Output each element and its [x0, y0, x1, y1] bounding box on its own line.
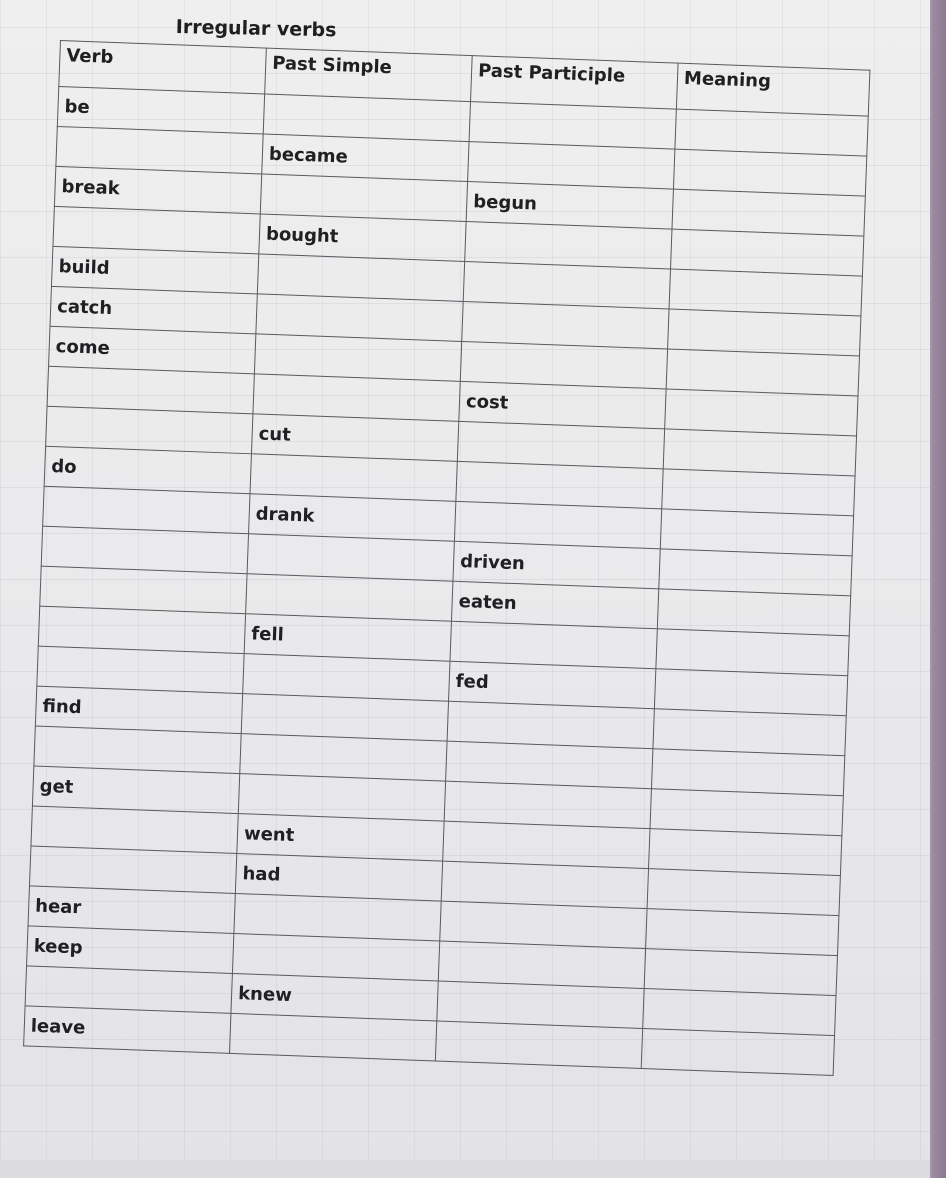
- past-simple-cell: [229, 1013, 436, 1061]
- meaning-cell: [651, 749, 844, 796]
- meaning-cell: [644, 949, 837, 996]
- meaning-cell: [641, 1029, 834, 1076]
- meaning-cell: [656, 629, 849, 676]
- verb-cell: hear: [28, 886, 235, 934]
- verb-cell: be: [57, 86, 264, 134]
- header-meaning: Meaning: [676, 63, 870, 116]
- meaning-cell: [650, 789, 843, 836]
- past-participle-cell: begun: [466, 182, 673, 230]
- past-simple-cell: became: [262, 134, 469, 182]
- meaning-cell: [672, 189, 865, 236]
- verb-cell: catch: [50, 286, 257, 334]
- verb-cell: find: [35, 686, 242, 734]
- meaning-cell: [659, 549, 852, 596]
- meaning-cell: [673, 149, 866, 196]
- meaning-cell: [671, 229, 864, 276]
- verb-cell: get: [32, 766, 239, 814]
- verb-cell: break: [54, 166, 261, 214]
- verb-table-container: [23, 40, 870, 1076]
- table-body: [24, 86, 869, 1075]
- past-simple-cell: bought: [259, 214, 466, 262]
- irregular-verbs-table: [23, 40, 870, 1076]
- past-simple-cell: drank: [249, 494, 456, 542]
- meaning-cell: [663, 429, 856, 476]
- meaning-cell: [660, 509, 853, 556]
- verb-cell: do: [44, 446, 251, 494]
- verb-cell: build: [51, 246, 258, 294]
- meaning-cell: [653, 709, 846, 756]
- meaning-cell: [662, 469, 855, 516]
- worksheet-title: Irregular verbs: [175, 16, 337, 42]
- past-participle-cell: fed: [449, 661, 656, 709]
- past-participle-cell: eaten: [451, 581, 658, 629]
- meaning-cell: [643, 989, 836, 1036]
- header-past-simple: Past Simple: [265, 48, 473, 102]
- verb-cell: come: [49, 326, 256, 374]
- past-simple-cell: cut: [251, 414, 458, 462]
- meaning-cell: [649, 829, 842, 876]
- paper-bottom-edge: [0, 1160, 930, 1178]
- past-participle-cell: cost: [459, 381, 666, 429]
- meaning-cell: [668, 309, 861, 356]
- meaning-cell: [675, 109, 868, 156]
- past-participle-cell: [435, 1021, 642, 1069]
- meaning-cell: [647, 869, 840, 916]
- verb-cell: keep: [27, 926, 234, 974]
- meaning-cell: [666, 349, 859, 396]
- meaning-cell: [665, 389, 858, 436]
- past-simple-cell: fell: [244, 614, 451, 662]
- meaning-cell: [654, 669, 847, 716]
- past-simple-cell: went: [237, 814, 444, 862]
- meaning-cell: [646, 909, 839, 956]
- meaning-cell: [669, 269, 862, 316]
- meaning-cell: [657, 589, 850, 636]
- header-past-participle: Past Participle: [471, 56, 679, 110]
- header-verb: Verb: [59, 41, 267, 95]
- past-simple-cell: knew: [231, 973, 438, 1021]
- verb-cell: leave: [24, 1006, 231, 1054]
- past-simple-cell: had: [235, 854, 442, 902]
- past-participle-cell: driven: [453, 541, 660, 589]
